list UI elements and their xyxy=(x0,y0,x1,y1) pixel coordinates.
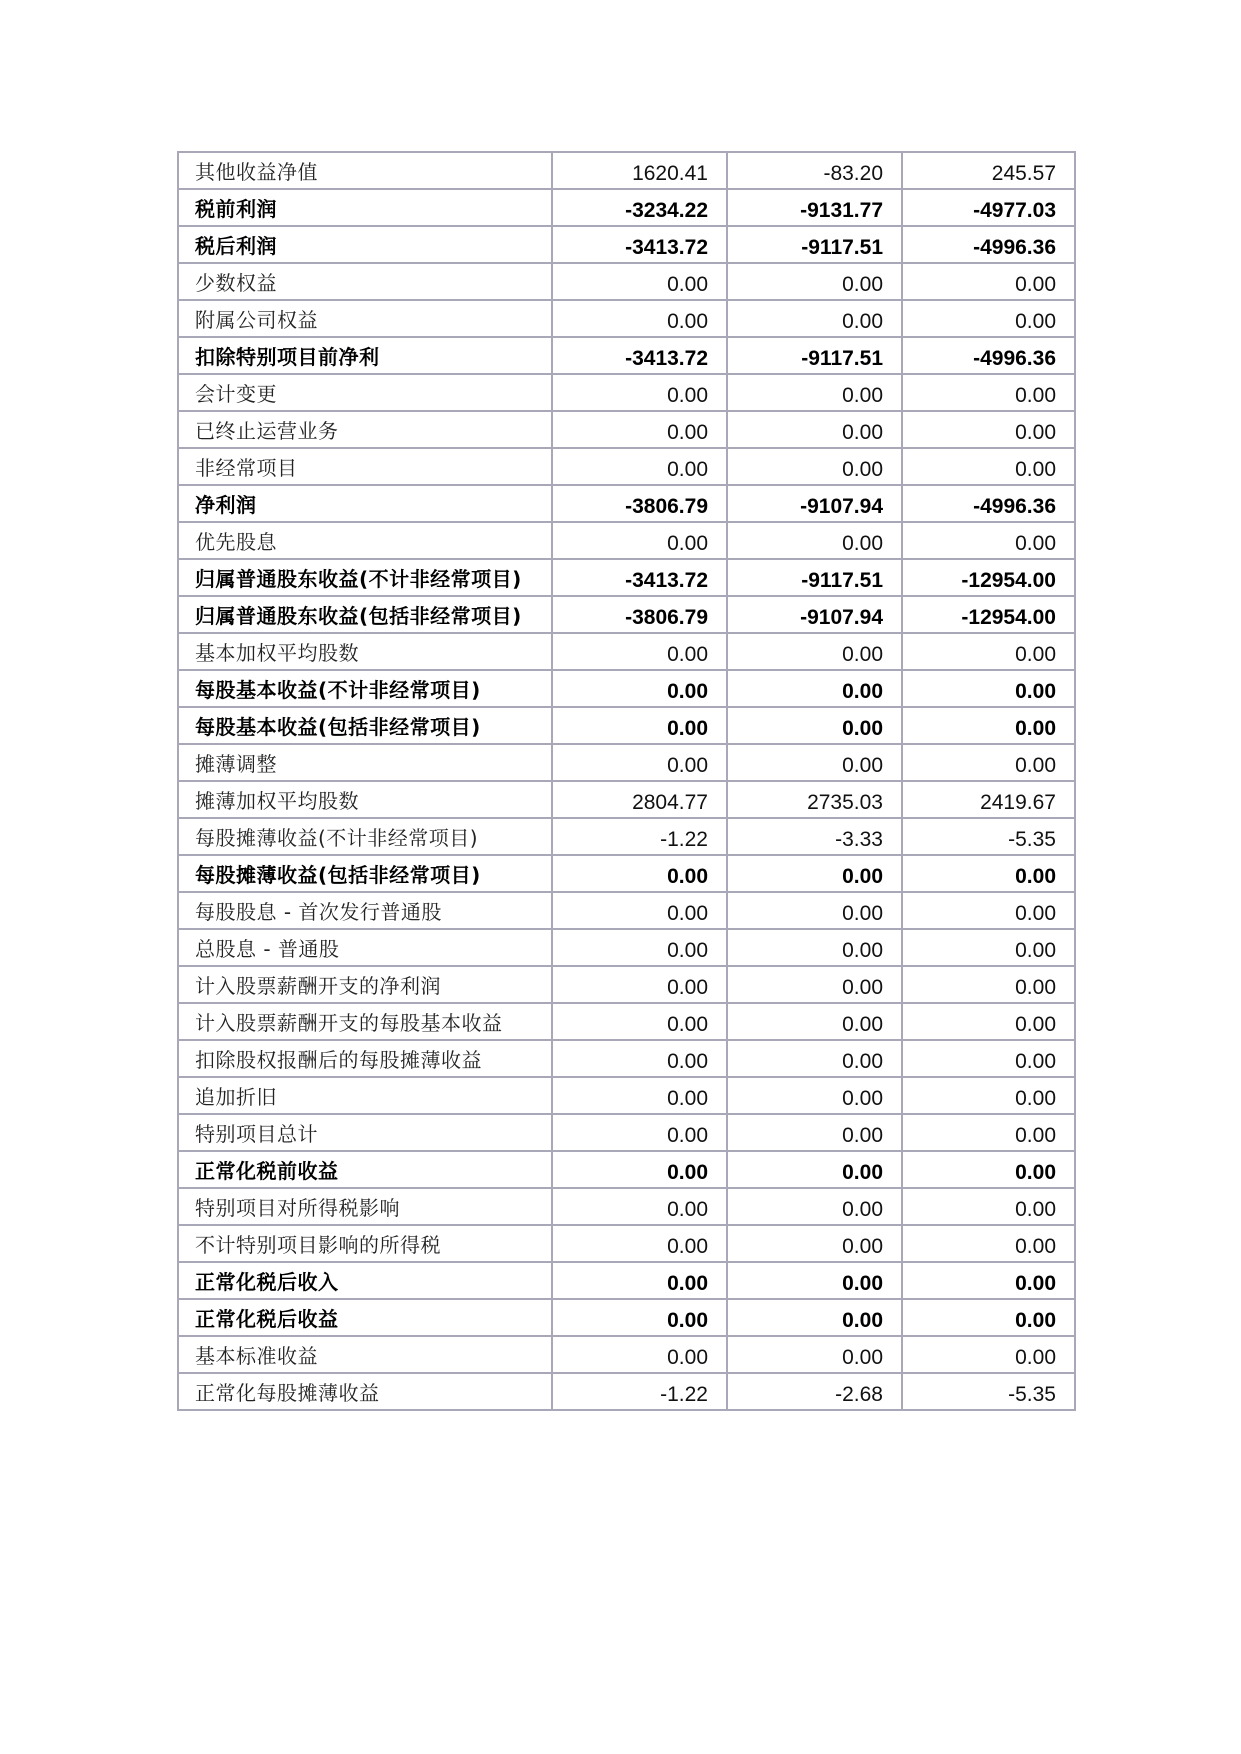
row-label: 每股基本收益(不计非经常项目) xyxy=(178,670,552,707)
row-label: 扣除特别项目前净利 xyxy=(178,337,552,374)
value-col-1: -3234.22 xyxy=(552,189,727,226)
value-col-2: 0.00 xyxy=(727,707,902,744)
table-row xyxy=(178,1003,1075,1040)
value-col-3: -12954.00 xyxy=(902,596,1075,633)
value-col-1: -3413.72 xyxy=(552,226,727,263)
value-col-2: 0.00 xyxy=(727,855,902,892)
row-label: 摊薄调整 xyxy=(178,744,552,781)
row-label: 每股摊薄收益(不计非经常项目) xyxy=(178,818,552,855)
value-col-2: -83.20 xyxy=(727,152,902,189)
row-label: 计入股票薪酬开支的净利润 xyxy=(178,966,552,1003)
value-col-3: 0.00 xyxy=(902,374,1075,411)
table-row xyxy=(178,1114,1075,1151)
row-label: 正常化税后收入 xyxy=(178,1262,552,1299)
table-row xyxy=(178,485,1075,522)
value-col-1: 0.00 xyxy=(552,1003,727,1040)
row-label: 每股股息 - 首次发行普通股 xyxy=(178,892,552,929)
value-col-3: 0.00 xyxy=(902,855,1075,892)
value-col-3: 2419.67 xyxy=(902,781,1075,818)
value-col-3: 0.00 xyxy=(902,633,1075,670)
row-label: 其他收益净值 xyxy=(178,152,552,189)
row-label: 会计变更 xyxy=(178,374,552,411)
value-col-1: -3413.72 xyxy=(552,337,727,374)
table-row xyxy=(178,374,1075,411)
value-col-1: -3806.79 xyxy=(552,596,727,633)
row-label: 少数权益 xyxy=(178,263,552,300)
table-row xyxy=(178,1299,1075,1336)
value-col-2: -9107.94 xyxy=(727,596,902,633)
value-col-1: 0.00 xyxy=(552,670,727,707)
value-col-2: 0.00 xyxy=(727,1114,902,1151)
row-label: 特别项目对所得税影响 xyxy=(178,1188,552,1225)
table-row xyxy=(178,670,1075,707)
value-col-2: 0.00 xyxy=(727,1299,902,1336)
value-col-1: 0.00 xyxy=(552,263,727,300)
value-col-2: 0.00 xyxy=(727,300,902,337)
value-col-2: 0.00 xyxy=(727,1151,902,1188)
value-col-1: 2804.77 xyxy=(552,781,727,818)
value-col-3: 0.00 xyxy=(902,1040,1075,1077)
row-label: 计入股票薪酬开支的每股基本收益 xyxy=(178,1003,552,1040)
table-row xyxy=(178,1151,1075,1188)
row-label: 附属公司权益 xyxy=(178,300,552,337)
row-label: 正常化税前收益 xyxy=(178,1151,552,1188)
value-col-2: 0.00 xyxy=(727,374,902,411)
table-row xyxy=(178,596,1075,633)
value-col-2: -9117.51 xyxy=(727,226,902,263)
table-row xyxy=(178,522,1075,559)
value-col-3: -4996.36 xyxy=(902,485,1075,522)
table-row xyxy=(178,929,1075,966)
row-label: 税后利润 xyxy=(178,226,552,263)
row-label: 每股摊薄收益(包括非经常项目) xyxy=(178,855,552,892)
row-label: 总股息 - 普通股 xyxy=(178,929,552,966)
value-col-1: 0.00 xyxy=(552,1225,727,1262)
value-col-1: 0.00 xyxy=(552,1336,727,1373)
table-row xyxy=(178,411,1075,448)
value-col-3: 0.00 xyxy=(902,892,1075,929)
value-col-2: 0.00 xyxy=(727,1077,902,1114)
table-row xyxy=(178,781,1075,818)
row-label: 归属普通股东收益(包括非经常项目) xyxy=(178,596,552,633)
value-col-2: -9117.51 xyxy=(727,559,902,596)
value-col-1: 0.00 xyxy=(552,633,727,670)
value-col-1: -1.22 xyxy=(552,818,727,855)
row-label: 扣除股权报酬后的每股摊薄收益 xyxy=(178,1040,552,1077)
value-col-2: 0.00 xyxy=(727,411,902,448)
value-col-1: 0.00 xyxy=(552,448,727,485)
value-col-3: 0.00 xyxy=(902,1225,1075,1262)
value-col-3: 0.00 xyxy=(902,1188,1075,1225)
value-col-1: 0.00 xyxy=(552,744,727,781)
value-col-2: 0.00 xyxy=(727,744,902,781)
table-row xyxy=(178,226,1075,263)
value-col-3: 0.00 xyxy=(902,1003,1075,1040)
value-col-1: 0.00 xyxy=(552,892,727,929)
row-label: 基本标准收益 xyxy=(178,1336,552,1373)
row-label: 归属普通股东收益(不计非经常项目) xyxy=(178,559,552,596)
row-label: 正常化每股摊薄收益 xyxy=(178,1373,552,1410)
table-row xyxy=(178,707,1075,744)
value-col-1: 0.00 xyxy=(552,929,727,966)
income-statement-table xyxy=(177,151,1076,1411)
value-col-1: 0.00 xyxy=(552,411,727,448)
value-col-2: 0.00 xyxy=(727,633,902,670)
row-label: 非经常项目 xyxy=(178,448,552,485)
value-col-1: 0.00 xyxy=(552,855,727,892)
row-label: 特别项目总计 xyxy=(178,1114,552,1151)
value-col-3: 0.00 xyxy=(902,263,1075,300)
value-col-3: 0.00 xyxy=(902,707,1075,744)
row-label: 已终止运营业务 xyxy=(178,411,552,448)
table-row xyxy=(178,189,1075,226)
table-row xyxy=(178,633,1075,670)
value-col-2: 0.00 xyxy=(727,522,902,559)
value-col-1: 0.00 xyxy=(552,1114,727,1151)
table-row xyxy=(178,1040,1075,1077)
value-col-1: -3413.72 xyxy=(552,559,727,596)
value-col-3: -4977.03 xyxy=(902,189,1075,226)
value-col-1: 0.00 xyxy=(552,374,727,411)
value-col-3: 0.00 xyxy=(902,1299,1075,1336)
value-col-3: -4996.36 xyxy=(902,337,1075,374)
row-label: 优先股息 xyxy=(178,522,552,559)
value-col-3: 0.00 xyxy=(902,966,1075,1003)
value-col-2: 0.00 xyxy=(727,1262,902,1299)
table-row xyxy=(178,1188,1075,1225)
value-col-1: 0.00 xyxy=(552,1040,727,1077)
value-col-3: 0.00 xyxy=(902,744,1075,781)
value-col-3: 0.00 xyxy=(902,1077,1075,1114)
table-row xyxy=(178,892,1075,929)
value-col-3: 0.00 xyxy=(902,1151,1075,1188)
table-row xyxy=(178,818,1075,855)
value-col-2: -9107.94 xyxy=(727,485,902,522)
table-row xyxy=(178,152,1075,189)
value-col-3: 0.00 xyxy=(902,929,1075,966)
value-col-2: 0.00 xyxy=(727,670,902,707)
value-col-2: 0.00 xyxy=(727,1336,902,1373)
value-col-3: 245.57 xyxy=(902,152,1075,189)
value-col-2: 0.00 xyxy=(727,1003,902,1040)
row-label: 追加折旧 xyxy=(178,1077,552,1114)
table-row xyxy=(178,744,1075,781)
value-col-2: -9117.51 xyxy=(727,337,902,374)
value-col-3: -5.35 xyxy=(902,818,1075,855)
value-col-3: -4996.36 xyxy=(902,226,1075,263)
value-col-2: 0.00 xyxy=(727,1225,902,1262)
value-col-1: 0.00 xyxy=(552,966,727,1003)
value-col-1: 0.00 xyxy=(552,1188,727,1225)
row-label: 不计特别项目影响的所得税 xyxy=(178,1225,552,1262)
value-col-2: 0.00 xyxy=(727,1040,902,1077)
value-col-1: -3806.79 xyxy=(552,485,727,522)
financial-table-container xyxy=(177,151,1074,1411)
table-row xyxy=(178,1225,1075,1262)
value-col-3: 0.00 xyxy=(902,1262,1075,1299)
table-row xyxy=(178,966,1075,1003)
table-row xyxy=(178,1373,1075,1410)
table-row xyxy=(178,337,1075,374)
value-col-1: 0.00 xyxy=(552,707,727,744)
row-label: 基本加权平均股数 xyxy=(178,633,552,670)
value-col-1: 0.00 xyxy=(552,300,727,337)
value-col-3: 0.00 xyxy=(902,411,1075,448)
value-col-1: 0.00 xyxy=(552,1151,727,1188)
value-col-3: 0.00 xyxy=(902,300,1075,337)
value-col-3: 0.00 xyxy=(902,1336,1075,1373)
value-col-2: -9131.77 xyxy=(727,189,902,226)
row-label: 摊薄加权平均股数 xyxy=(178,781,552,818)
value-col-3: -12954.00 xyxy=(902,559,1075,596)
value-col-2: -2.68 xyxy=(727,1373,902,1410)
value-col-3: 0.00 xyxy=(902,670,1075,707)
row-label: 每股基本收益(包括非经常项目) xyxy=(178,707,552,744)
row-label: 净利润 xyxy=(178,485,552,522)
value-col-2: 0.00 xyxy=(727,263,902,300)
value-col-2: 0.00 xyxy=(727,892,902,929)
value-col-2: 0.00 xyxy=(727,448,902,485)
value-col-1: 0.00 xyxy=(552,522,727,559)
value-col-3: 0.00 xyxy=(902,448,1075,485)
row-label: 正常化税后收益 xyxy=(178,1299,552,1336)
value-col-2: 2735.03 xyxy=(727,781,902,818)
value-col-2: 0.00 xyxy=(727,1188,902,1225)
table-row xyxy=(178,1262,1075,1299)
value-col-3: 0.00 xyxy=(902,522,1075,559)
table-row xyxy=(178,855,1075,892)
table-row xyxy=(178,263,1075,300)
table-row xyxy=(178,559,1075,596)
value-col-2: 0.00 xyxy=(727,929,902,966)
table-row xyxy=(178,448,1075,485)
table-row xyxy=(178,300,1075,337)
value-col-3: 0.00 xyxy=(902,1114,1075,1151)
value-col-1: 0.00 xyxy=(552,1077,727,1114)
value-col-1: 0.00 xyxy=(552,1262,727,1299)
value-col-2: 0.00 xyxy=(727,966,902,1003)
row-label: 税前利润 xyxy=(178,189,552,226)
table-body xyxy=(178,152,1075,1410)
value-col-1: 1620.41 xyxy=(552,152,727,189)
value-col-3: -5.35 xyxy=(902,1373,1075,1410)
value-col-1: 0.00 xyxy=(552,1299,727,1336)
value-col-2: -3.33 xyxy=(727,818,902,855)
table-row xyxy=(178,1336,1075,1373)
value-col-1: -1.22 xyxy=(552,1373,727,1410)
table-row xyxy=(178,1077,1075,1114)
